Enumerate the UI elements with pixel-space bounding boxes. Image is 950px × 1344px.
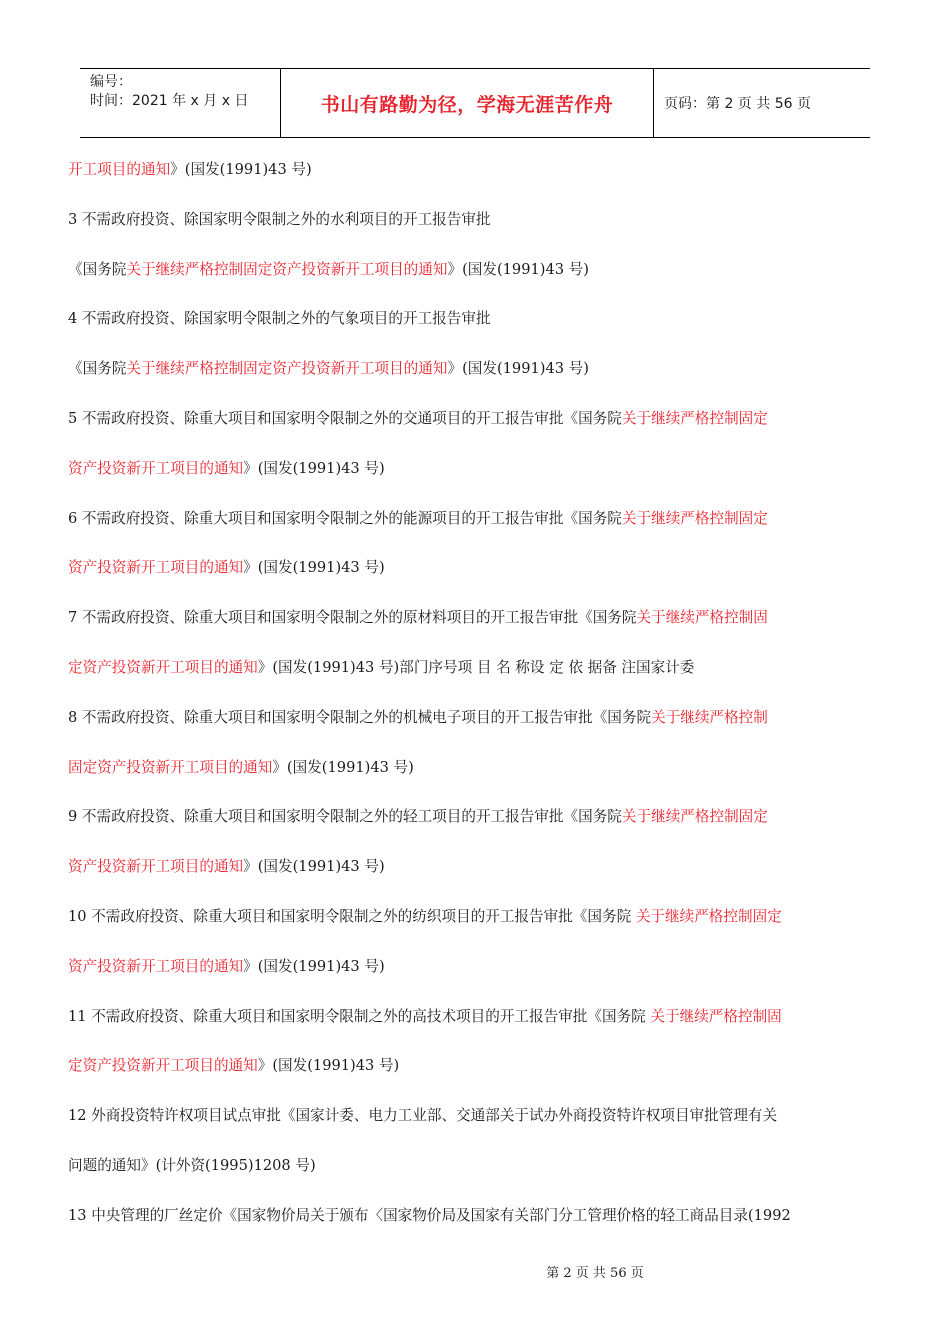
text-segment: 12 外商投资特许权项目试点审批《国家计委、电力工业部、交通部关于试办外商投资特许权项目审批管理有关 bbox=[68, 1107, 778, 1125]
document-body bbox=[68, 150, 884, 1246]
text-segment: 7 不需政府投资、除重大项目和国家明令限制之外的原材料项目的开工报告审批《国务院 bbox=[68, 609, 637, 627]
text-segment: 》(国发(1991)43 号) bbox=[243, 858, 385, 876]
text-line bbox=[68, 1046, 884, 1096]
text-segment: 》(国发(1991)43 号) bbox=[257, 1057, 400, 1075]
text-line bbox=[68, 449, 884, 499]
text-segment: 10 不需政府投资、除重大项目和国家明令限制之外的纺织项目的开工报告审批《国务院 bbox=[68, 907, 636, 925]
text-line bbox=[68, 847, 884, 897]
text-line bbox=[68, 797, 884, 847]
text-line bbox=[68, 399, 884, 449]
text-segment: 》(国发(1991)43 号) bbox=[243, 559, 385, 577]
text-line bbox=[68, 947, 884, 997]
text-segment: 》(国发(1991)43 号) bbox=[170, 161, 312, 178]
highlighted-title: 关于继续严格控制固定 bbox=[621, 509, 768, 527]
text-segment: 6 不需政府投资、除重大项目和国家明令限制之外的能源项目的开工报告审批《国务院 bbox=[68, 509, 622, 527]
text-segment: 9 不需政府投资、除重大项目和国家明令限制之外的轻工项目的开工报告审批《国务院 bbox=[68, 808, 622, 826]
highlighted-title: 资产投资新开工项目的通知 bbox=[68, 459, 244, 477]
text-segment: 》(国发(1991)43 号) bbox=[272, 758, 414, 776]
text-line bbox=[68, 200, 884, 250]
text-line bbox=[68, 598, 884, 648]
text-segment: 问题的通知》(计外资(1995)1208 号) bbox=[68, 1156, 316, 1174]
text-line bbox=[68, 349, 884, 399]
text-segment: 13 中央管理的厂丝定价《国家物价局关于颁布〈国家物价局及国家有关部门分工管理价格的轻工商品目录(1992 bbox=[68, 1206, 791, 1224]
text-segment: 《国务院 bbox=[68, 360, 127, 378]
page-header bbox=[80, 68, 870, 138]
text-segment: 》(国发(1991)43 号) bbox=[243, 459, 385, 477]
highlighted-title: 关于继续严格控制 bbox=[651, 708, 768, 726]
text-segment: 4 不需政府投资、除国家明令限制之外的气象项目的开工报告审批 bbox=[68, 310, 491, 328]
highlighted-title: 关于继续严格控制固定 bbox=[635, 907, 782, 925]
text-segment: 》(国发(1991)43 号) bbox=[447, 260, 589, 278]
highlighted-title: 开工项目的通知 bbox=[68, 161, 171, 178]
highlighted-title: 资产投资新开工项目的通知 bbox=[68, 858, 244, 876]
text-segment: 8 不需政府投资、除重大项目和国家明令限制之外的机械电子项目的开工报告审批《国务院 bbox=[68, 708, 652, 726]
text-segment: 》(国发(1991)43 号) bbox=[243, 957, 385, 975]
text-line bbox=[68, 548, 884, 598]
highlighted-title: 关于继续严格控制固定 bbox=[621, 808, 768, 826]
text-line bbox=[68, 897, 884, 947]
highlighted-title: 关于继续严格控制固定资产投资新开工项目的通知 bbox=[126, 360, 448, 378]
text-line bbox=[68, 698, 884, 748]
text-line bbox=[68, 150, 884, 200]
text-line bbox=[68, 499, 884, 549]
header-meta bbox=[80, 69, 281, 137]
text-line bbox=[68, 997, 884, 1047]
text-segment: 》(国发(1991)43 号)部门序号项 目 名 称设 定 依 据备 注国家计委 bbox=[257, 658, 695, 676]
highlighted-title: 资产投资新开工项目的通知 bbox=[68, 957, 244, 975]
highlighted-title: 定资产投资新开工项目的通知 bbox=[68, 658, 258, 676]
text-line bbox=[68, 250, 884, 300]
highlighted-title: 定资产投资新开工项目的通知 bbox=[68, 1057, 258, 1075]
highlighted-title: 资产投资新开工项目的通知 bbox=[68, 559, 244, 577]
text-segment: 11 不需政府投资、除重大项目和国家明令限制之外的高技术项目的开工报告审批《国务院 bbox=[68, 1007, 651, 1025]
highlighted-title: 固定资产投资新开工项目的通知 bbox=[68, 758, 273, 776]
serial-label: 编号： bbox=[90, 74, 132, 90]
highlighted-title: 关于继续严格控制固 bbox=[636, 609, 768, 627]
text-segment: 3 不需政府投资、除国家明令限制之外的水利项目的开工报告审批 bbox=[68, 210, 491, 228]
text-line bbox=[68, 748, 884, 798]
page-footer: 第 2 页 共 56 页 bbox=[546, 1266, 644, 1281]
text-segment: 》(国发(1991)43 号) bbox=[447, 360, 589, 378]
header-motto: 书山有路勤为径，学海无涯苦作舟 bbox=[281, 69, 654, 137]
header-page-label: 页码：第 2 页 共 56 页 bbox=[664, 96, 811, 112]
text-line bbox=[68, 299, 884, 349]
text-line bbox=[68, 1196, 884, 1246]
highlighted-title: 关于继续严格控制固 bbox=[650, 1007, 782, 1025]
text-line bbox=[68, 1146, 884, 1196]
highlighted-title: 关于继续严格控制固定 bbox=[621, 409, 768, 427]
text-line bbox=[68, 648, 884, 698]
time-label: 时间：2021 年 x 月 x 日 bbox=[90, 93, 249, 109]
text-segment: 5 不需政府投资、除重大项目和国家明令限制之外的交通项目的开工报告审批《国务院 bbox=[68, 409, 622, 427]
text-segment: 《国务院 bbox=[68, 260, 127, 278]
highlighted-title: 关于继续严格控制固定资产投资新开工项目的通知 bbox=[126, 260, 448, 278]
text-line bbox=[68, 1096, 884, 1146]
